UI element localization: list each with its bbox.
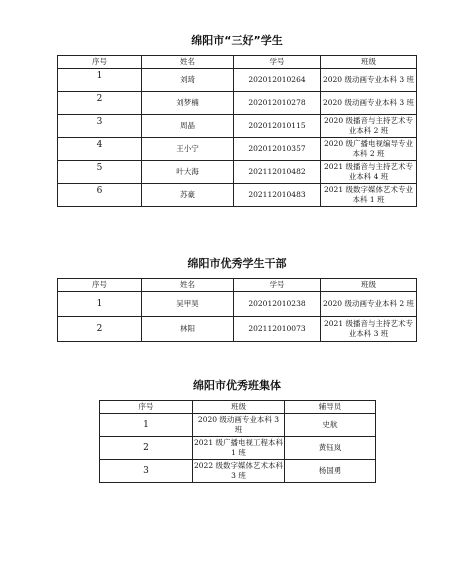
table-header-row bbox=[100, 401, 376, 414]
table-header-row bbox=[58, 279, 417, 292]
outstanding-classes-table bbox=[99, 400, 376, 483]
section-title-outstanding-cadres: 绵阳市优秀学生干部 bbox=[187, 257, 287, 270]
table-row bbox=[58, 161, 417, 184]
row-seq: 3 bbox=[100, 460, 193, 483]
row-seq: 2 bbox=[58, 317, 142, 342]
header-advisor: 辅导员 bbox=[285, 401, 376, 414]
table-row bbox=[58, 115, 417, 138]
row-class: 2021 级数字媒体艺术专业本科 1 班 bbox=[321, 184, 417, 207]
row-id: 202012010115 bbox=[234, 115, 321, 138]
row-id: 202112010073 bbox=[234, 317, 321, 342]
row-name: 叶大海 bbox=[142, 161, 234, 184]
row-seq: 1 bbox=[58, 292, 142, 317]
row-advisor: 黄钰岚 bbox=[285, 437, 376, 460]
row-class: 2020 级动画专业本科 3 班 bbox=[321, 69, 417, 92]
row-class: 2020 级动画专业本科 3 班 bbox=[321, 92, 417, 115]
row-advisor: 杨国勇 bbox=[285, 460, 376, 483]
row-name: 吴甲昊 bbox=[142, 292, 234, 317]
header-name: 姓名 bbox=[142, 56, 234, 69]
header-name: 姓名 bbox=[142, 279, 234, 292]
row-id: 202012010278 bbox=[234, 92, 321, 115]
table-row bbox=[58, 184, 417, 207]
section-title-outstanding-classes: 绵阳市优秀班集体 bbox=[193, 379, 281, 392]
row-seq: 4 bbox=[58, 138, 142, 161]
row-id: 202112010483 bbox=[234, 184, 321, 207]
section-title-three-good-students: 绵阳市“三好”学生 bbox=[191, 34, 283, 47]
header-id: 学号 bbox=[234, 279, 321, 292]
row-class: 2020 级播音与主持艺术专业本科 2 班 bbox=[321, 115, 417, 138]
header-class: 班级 bbox=[321, 279, 417, 292]
row-class: 2020 级动画专业本科 3 班 bbox=[193, 414, 285, 437]
row-seq: 1 bbox=[58, 69, 142, 92]
row-id: 202112010482 bbox=[234, 161, 321, 184]
row-seq: 1 bbox=[100, 414, 193, 437]
row-id: 202012010238 bbox=[234, 292, 321, 317]
row-id: 202012010357 bbox=[234, 138, 321, 161]
header-seq: 序号 bbox=[58, 56, 142, 69]
row-seq: 5 bbox=[58, 161, 142, 184]
header-seq: 序号 bbox=[58, 279, 142, 292]
row-seq: 2 bbox=[100, 437, 193, 460]
table-row bbox=[100, 414, 376, 437]
row-class: 2021 级广播电视工程本科 1 班 bbox=[193, 437, 285, 460]
table-row bbox=[58, 92, 417, 115]
row-name: 王小宁 bbox=[142, 138, 234, 161]
table-header-row bbox=[58, 56, 417, 69]
outstanding-cadres-table bbox=[57, 278, 417, 342]
row-class: 2021 级播音与主持艺术专业本科 3 班 bbox=[321, 317, 417, 342]
row-name: 林阳 bbox=[142, 317, 234, 342]
row-class: 2020 级广播电视编导专业本科 2 班 bbox=[321, 138, 417, 161]
table-row bbox=[58, 292, 417, 317]
row-seq: 3 bbox=[58, 115, 142, 138]
row-name: 刘梦楠 bbox=[142, 92, 234, 115]
row-advisor: 史航 bbox=[285, 414, 376, 437]
row-name: 周晶 bbox=[142, 115, 234, 138]
table-row bbox=[100, 437, 376, 460]
table-row bbox=[58, 317, 417, 342]
row-name: 苏豪 bbox=[142, 184, 234, 207]
row-name: 刘琦 bbox=[142, 69, 234, 92]
row-seq: 6 bbox=[58, 184, 142, 207]
row-seq: 2 bbox=[58, 92, 142, 115]
table-row bbox=[58, 69, 417, 92]
three-good-students-table bbox=[57, 55, 417, 207]
row-class: 2022 级数字媒体艺术本科 3 班 bbox=[193, 460, 285, 483]
row-class: 2020 级动画专业本科 2 班 bbox=[321, 292, 417, 317]
header-seq: 序号 bbox=[100, 401, 193, 414]
table-row bbox=[58, 138, 417, 161]
header-class: 班级 bbox=[193, 401, 285, 414]
row-id: 202012010264 bbox=[234, 69, 321, 92]
header-class: 班级 bbox=[321, 56, 417, 69]
row-class: 2021 级播音与主持艺术专业本科 4 班 bbox=[321, 161, 417, 184]
table-row bbox=[100, 460, 376, 483]
header-id: 学号 bbox=[234, 56, 321, 69]
